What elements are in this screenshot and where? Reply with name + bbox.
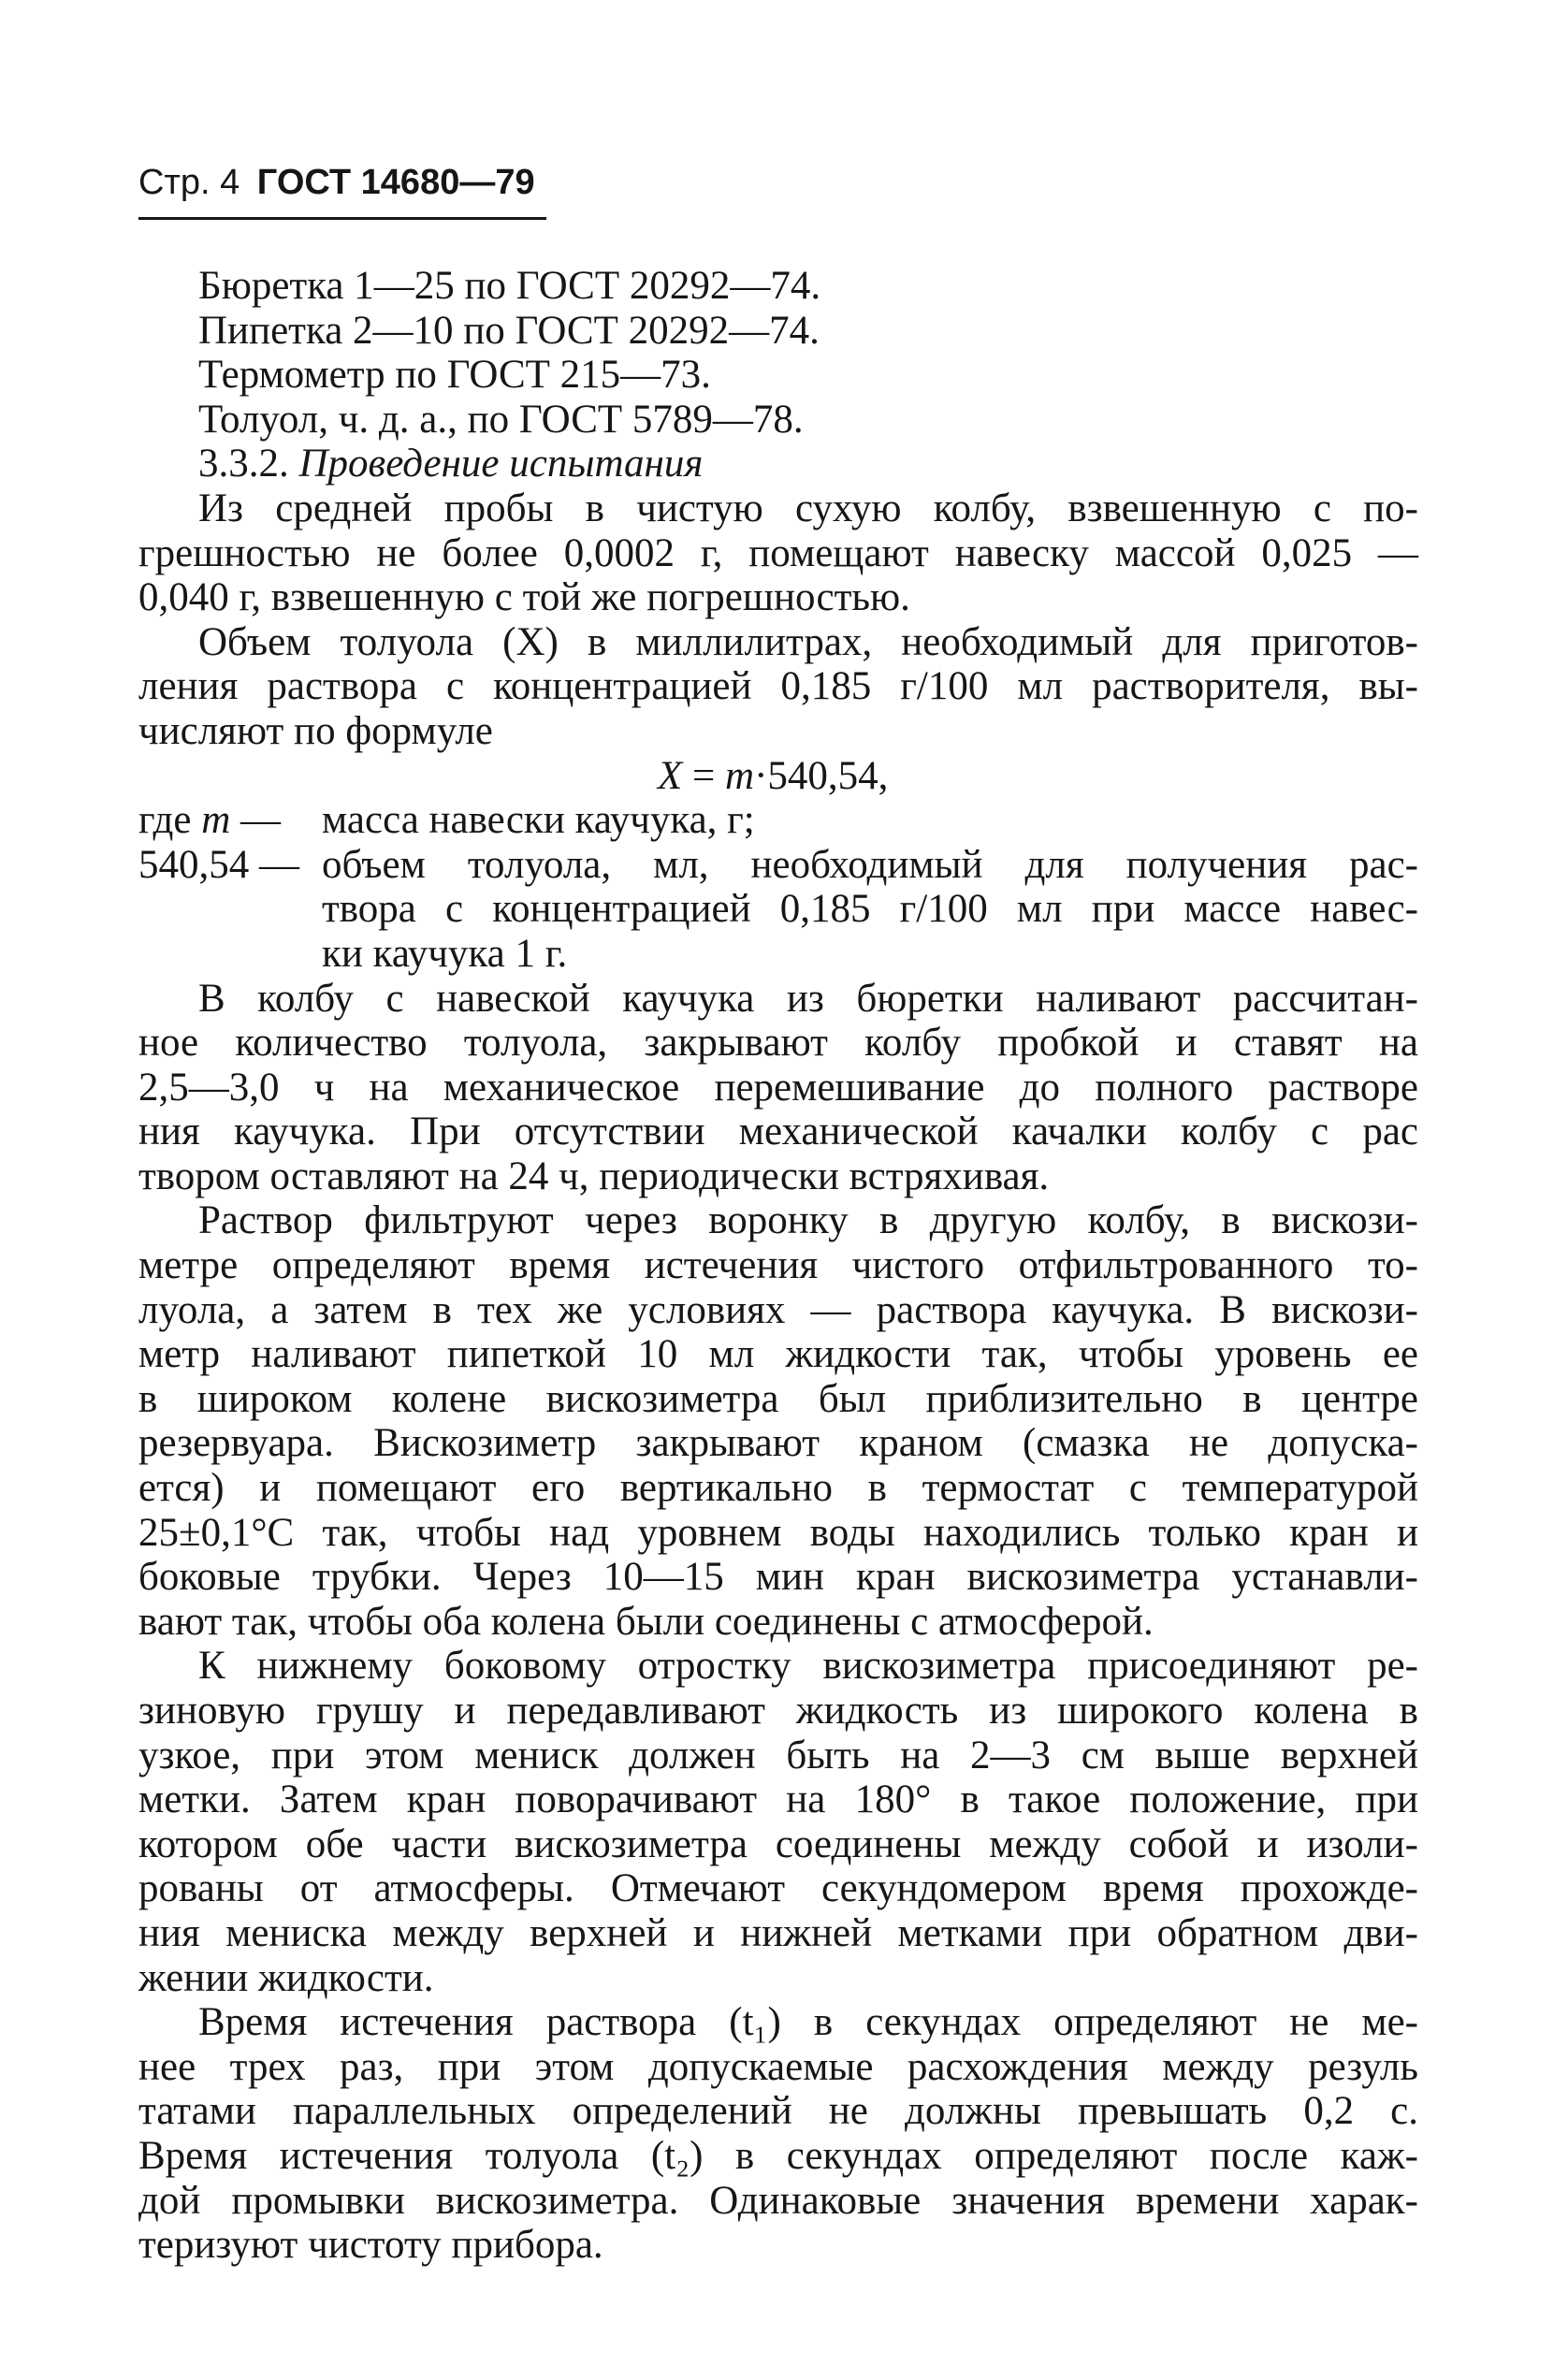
text-line: объем толуола, мл, необходимый для получения рас- xyxy=(322,842,1418,887)
paragraph-filter xyxy=(138,1198,1418,1644)
formula-lhs: X xyxy=(658,753,683,798)
text-line: твора с концентрацией 0,185 г/100 мл при массе навес- xyxy=(322,887,1418,932)
paragraph-volume xyxy=(138,620,1418,754)
text-line: Раствор фильтруют через воронку в другую колбу, в вискози- xyxy=(198,1198,1418,1243)
text-line: 0,040 г, взвешенную с той же погрешностью. xyxy=(138,575,910,620)
formula-var: m xyxy=(725,753,755,798)
legend-definition xyxy=(322,798,1418,843)
page-body xyxy=(138,264,1418,2268)
section-number: 3.3.2. xyxy=(198,442,289,486)
text-line: боковые трубки. Через 10—15 мин кран вискозиметра устанавли- xyxy=(138,1555,1418,1600)
text-line: Время истечения раствора (t₁) в секундах определяют не ме- xyxy=(198,2000,1418,2045)
legend-dash: — xyxy=(230,798,282,843)
text-line: грешностью не более 0,0002 г, помещают навеску массой 0,025 — xyxy=(138,530,1418,575)
text-line: В колбу с навеской каучука из бюретки наливают рассчитан- xyxy=(198,976,1418,1021)
formula-legend xyxy=(138,798,1418,976)
legend-var: m xyxy=(201,798,231,843)
text-line: теризуют чистоту прибора. xyxy=(138,2223,603,2268)
section-title: Проведение испытания xyxy=(298,442,704,486)
text-line: ки каучука 1 г. xyxy=(322,931,568,976)
text-line: 25±0,1°С так, чтобы над уровнем воды находились только кран и xyxy=(138,1510,1418,1555)
legend-lead: где xyxy=(138,798,192,843)
legend-symbol xyxy=(138,798,322,843)
text-line: ния мениска между верхней и нижней метками при обратном дви- xyxy=(138,1910,1418,1955)
text-line: ния каучука. При отсутствии механической качалки колбу с рас xyxy=(138,1110,1418,1154)
text-line: татами параллельных определений не должны превышать 0,2 с. xyxy=(138,2089,1418,2134)
text-line: луола, а затем в тех же условиях — раствора каучука. В вискози- xyxy=(138,1287,1418,1332)
equipment-item: Термометр по ГОСТ 215—73. xyxy=(198,353,711,398)
equipment-item: Толуол, ч. д. а., по ГОСТ 5789—78. xyxy=(198,397,804,442)
formula-equals: = xyxy=(682,753,726,798)
equipment-item: Пипетка 2—10 по ГОСТ 20292—74. xyxy=(198,308,820,353)
text-line: 2,5—3,0 ч на механическое перемешивание до полного растворе xyxy=(138,1065,1418,1110)
section-heading xyxy=(138,442,1418,486)
paragraph-flow-time xyxy=(138,2000,1418,2268)
equipment-list xyxy=(138,264,1418,442)
text-line: Время истечения толуола (t₂) в секундах определяют после каж- xyxy=(138,2133,1418,2178)
text-line: рованы от атмосферы. Отмечают секундомером время прохожде- xyxy=(138,1866,1418,1911)
text-line: зиновую грушу и передавливают жидкость из широкого колена в xyxy=(138,1689,1418,1733)
text-line: котором обе части вискозиметра соединены между собой и изоли- xyxy=(138,1821,1418,1866)
text-line: Объем толуола (X) в миллилитрах, необходимый для приготов- xyxy=(198,619,1418,664)
legend-symbol xyxy=(138,843,322,977)
text-line: жении жидкости. xyxy=(138,1955,434,2000)
formula xyxy=(138,754,1418,799)
paragraph-sample xyxy=(138,486,1418,620)
text-line: Из средней пробы в чистую сухую колбу, взвешенную с по- xyxy=(198,486,1418,530)
text-line: резервуара. Вискозиметр закрывают краном (смазка не допуска- xyxy=(138,1421,1418,1466)
page-header xyxy=(138,165,535,200)
legend-definition xyxy=(322,843,1418,977)
text-line: ления раствора с концентрацией 0,185 г/100 мл растворителя, вы- xyxy=(138,664,1418,709)
text-line: масса навески каучука, г; xyxy=(322,798,755,843)
text-line: твором оставляют на 24 ч, периодически встряхивая. xyxy=(138,1153,1050,1198)
formula-rest: ·540,54, xyxy=(754,753,889,798)
paragraph-dissolve xyxy=(138,977,1418,1199)
text-line: нее трех раз, при этом допускаемые расхождения между резуль xyxy=(138,2044,1418,2089)
text-line: узкое, при этом мениск должен быть на 2—3 см выше верхней xyxy=(138,1733,1418,1777)
text-line: вают так, чтобы оба колена были соединены с атмосферой. xyxy=(138,1599,1154,1644)
text-line: метре определяют время истечения чистого отфильтрованного то- xyxy=(138,1243,1418,1288)
text-line: ется) и помещают его вертикально в термостат с температурой xyxy=(138,1466,1418,1511)
text-line: К нижнему боковому отростку вискозиметра присоединяют ре- xyxy=(198,1644,1418,1689)
text-line: ное количество толуола, закрывают колбу пробкой и ставят на xyxy=(138,1021,1418,1066)
legend-value: 540,54 xyxy=(138,842,250,887)
text-line: в широком колене вискозиметра был приблизительно в центре xyxy=(138,1376,1418,1421)
paragraph-meniscus xyxy=(138,1644,1418,2000)
header-rule xyxy=(138,217,546,220)
text-line: числяют по формуле xyxy=(138,708,493,753)
text-line: метки. Затем кран поворачивают на 180° в такое положение, при xyxy=(138,1777,1418,1822)
document-id: ГОСТ 14680—79 xyxy=(256,163,535,202)
text-line: метр наливают пипеткой 10 мл жидкости так, чтобы уровень ее xyxy=(138,1332,1418,1377)
page-number: Стр. 4 xyxy=(138,163,240,202)
legend-dash: — xyxy=(249,842,299,887)
equipment-item: Бюретка 1—25 по ГОСТ 20292—74. xyxy=(198,264,821,308)
text-line: дой промывки вискозиметра. Одинаковые значения времени харак- xyxy=(138,2178,1418,2223)
